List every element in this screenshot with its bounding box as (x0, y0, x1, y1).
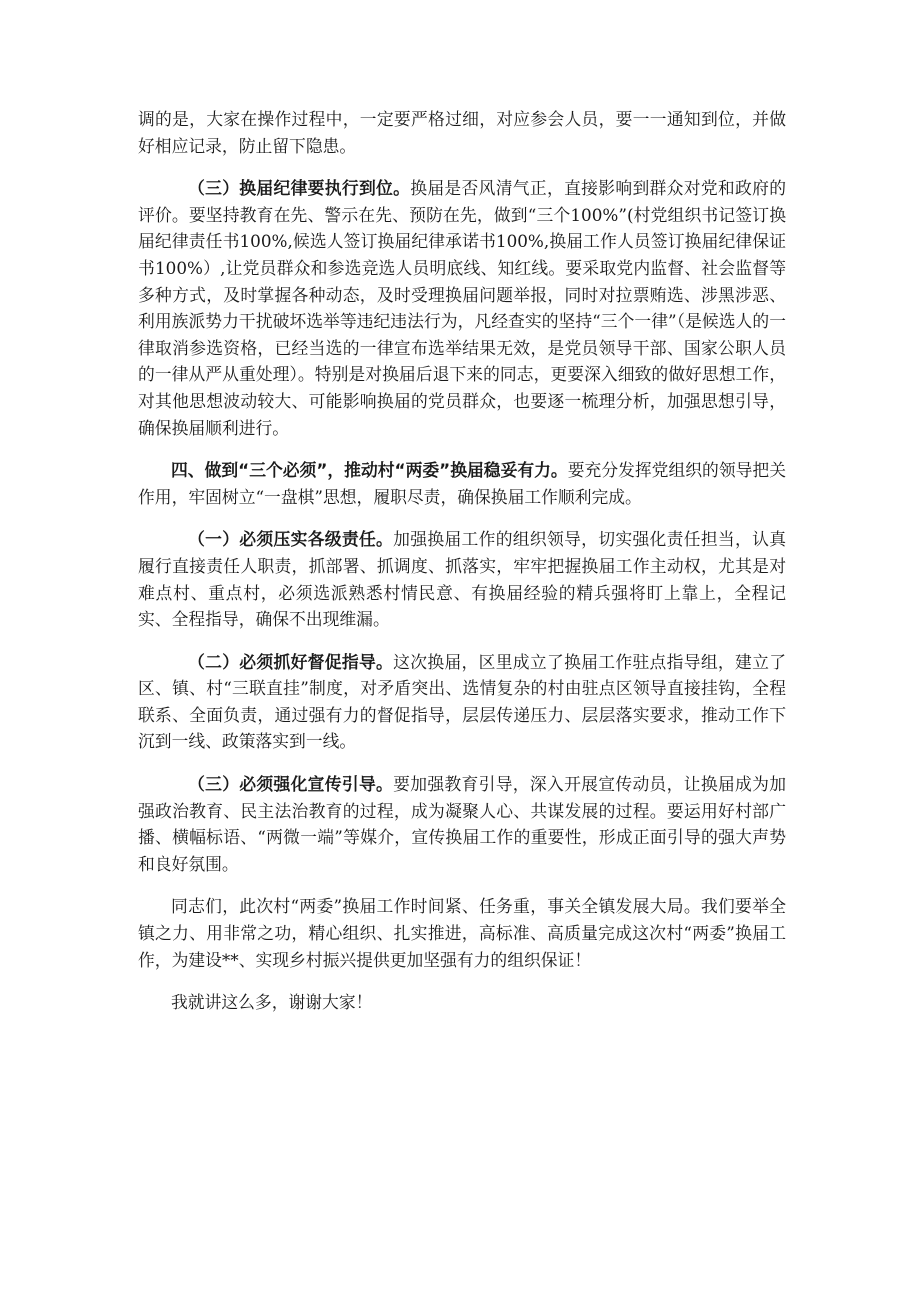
paragraph-heading: （三）必须强化宣传引导。 (188, 774, 394, 795)
paragraph-body: 这次换届，区里成立了换届工作驻点指导组，建立了区、镇、村“三联直挂”制度，对矛盾突出、选情复杂的村由驻点区领导直接挂钩，全程联系、全面负责，通过强有力的督促指导，层层传递压力、层层落实要求，推动工作下沉到一线、政策落实到一线。 (138, 651, 786, 752)
paragraph-body: 加强换届工作的组织领导，切实强化责任担当，认真履行直接责任人职责，抓部署、抓调度、抓落实，牢牢把握换届工作主动权，尤其是对难点村、重点村，必须选派熟悉村情民意、有换届经验的精兵强将盯上靠上，全程记实、全程指导，确保不出现维漏。 (138, 529, 786, 630)
paragraph-continuation (138, 106, 786, 159)
section-four (138, 457, 786, 510)
paragraph-body: 换届是否风清气正，直接影响到群众对党和政府的评价。要坚持教育在先、警示在先、预防在先，做到“三个100%”(村党组织书记签订换届纪律责任书100%,候选人签订换届纪律承诺书100%,换届工作人员签订换届纪律保证书100%）,让党员群众和参选竞选人员明底线、知红线。要采取党内监督、社会监督等多种方式，及时掌握各种动态，及时受理换届问题举报，同时对拉票贿选、涉黑涉恶、利用族派势力干扰破坏选举等违纪违法行为，凡经查实的坚持“三个一律”（是候选人的一律取消参选资格，已经当选的一律宣布选举结果无效，是党员领导干部、国家公职人员的一律从严从重处理）。特别是对换届后退下来的同志，更要深入细致的做好思想工作，对其他思想波动较大、可能影响换届的党员群众，也要逐一梳理分析，加强思想引导，确保换届顺利进行。 (138, 178, 786, 438)
paragraph-body: 我就讲这么多，谢谢大家！ (171, 992, 373, 1013)
paragraph-discipline (138, 175, 786, 441)
paragraph-body: 调的是，大家在操作过程中，一定要严格过细，对应参会人员，要一一通知到位，并做好相应记录，防止留下隐患。 (138, 109, 786, 156)
section-heading: 四、做到“三个必须”，推动村“两委”换届稳妥有力。 (171, 460, 568, 481)
document-page (138, 106, 786, 1016)
paragraph-body: 同志们，此次村“两委”换届工作时间紧、任务重，事关全镇发展大局。我们要举全镇之力、用非常之功，精心组织、扎实推进，高标准、高质量完成这次村“两委”换届工作，为建设**、实现乡村振兴提供更加坚强有力的组织保证！ (138, 896, 786, 970)
paragraph-heading: （三）换届纪律要执行到位。 (188, 178, 411, 199)
paragraph-publicity (138, 771, 786, 877)
paragraph-closing (138, 893, 786, 973)
paragraph-body: 要加强教育引导，深入开展宣传动员，让换届成为加强政治教育、民主法治教育的过程，成为凝聚人心、共谋发展的过程。要运用好村部广播、横幅标语、“两微一端”等媒介，宣传换届工作的重要性，形成正面引导的强大声势和良好氛围。 (138, 774, 786, 874)
paragraph-thanks (138, 989, 786, 1016)
paragraph-heading: （二）必须抓好督促指导。 (188, 651, 394, 672)
paragraph-responsibility (138, 526, 786, 632)
paragraph-supervision (138, 649, 786, 755)
paragraph-body: 要充分发挥党组织的领导把关作用，牢固树立“一盘棋”思想，履职尽责，确保换届工作顺利完成。 (138, 460, 786, 507)
paragraph-heading: （一）必须压实各级责任。 (188, 529, 394, 550)
